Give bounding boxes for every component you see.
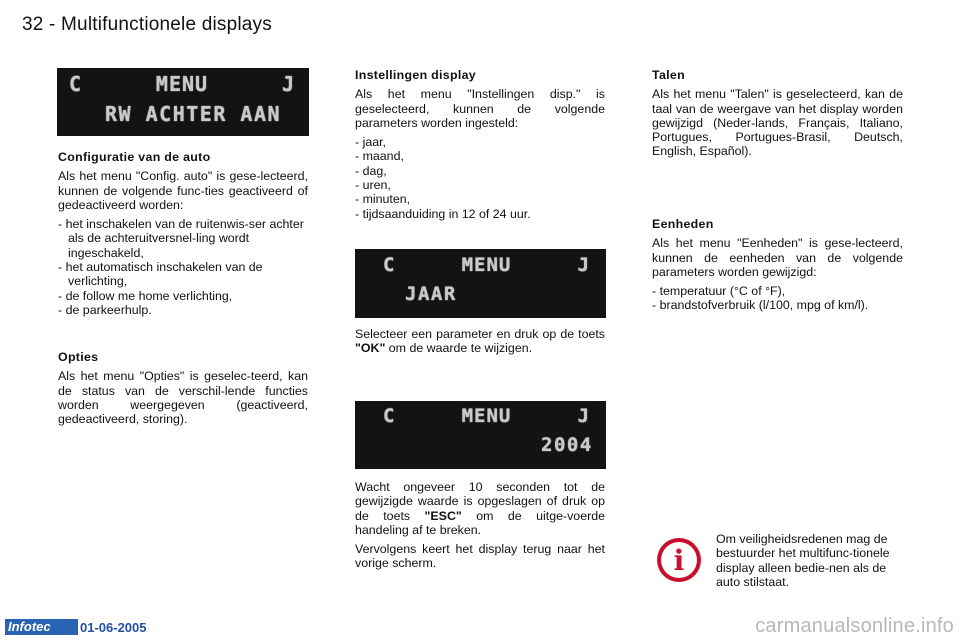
ok-key-label: "OK" [355,341,386,356]
lcd-menu-label: MENU [155,72,209,96]
text-run: Selecteer een parameter en druk op de toets [355,327,605,341]
lcd-display-jaar [355,249,606,318]
list-item: - brandstofverbruik (l/100, mpg of km/l). [652,298,903,312]
lcd-display-config [57,68,309,136]
wacht-text [355,480,605,537]
lcd-bracket-right: J [281,72,295,96]
lcd-bracket-left: C [383,254,396,276]
instellingen-list [355,135,605,221]
list-item: - maand, [355,149,605,163]
list-item: - de follow me home verlichting, [58,289,308,303]
info-icon-glyph: i [661,542,697,578]
lcd-line2: 2004 [541,434,593,456]
lcd-menu-label: MENU [461,405,512,427]
lcd-display-year-value [355,401,606,469]
list-item: - het automatisch inschakelen van de verlichting, [58,260,308,289]
list-item: - temperatuur (°C of °F), [652,284,903,298]
footer-date: 01-06-2005 [80,620,147,635]
opties-heading: Opties [58,350,99,364]
section-instellingen [355,68,605,221]
section-safety [716,532,904,594]
config-intro: Als het menu "Config. auto" is gese-lecteerd, kunnen de volgende func-ties geactiveerd of gedeactiveerd worden: [58,169,308,212]
talen-text: Als het menu "Talen" is geselecteerd, kan de taal van de weergave van het display worden gewijzigd (Neder-lands, Français, Italiano, Portugues, Portugues-Brasil, Deutsch, English, Español). [652,87,903,159]
section-config [58,150,308,317]
watermark-site: carmanualsonline.info [755,615,954,637]
lcd-bracket-right: J [577,254,590,276]
info-icon [657,538,701,582]
esc-key-label: "ESC" [424,508,462,523]
text-run: Wacht ongeveer 10 seconden tot de gewijzigde waarde is opgeslagen of druk op de toets [355,480,605,523]
lcd-line2: JAAR [405,283,457,305]
list-item: - jaar, [355,135,605,149]
section-talen [652,68,903,164]
infotec-logo: Infotec [5,619,78,635]
text-run: om de waarde te wijzigen. [385,341,533,356]
list-item: - het inschakelen van de ruitenwis-ser achter als de achteruitversnel-ling wordt ingeschakeld, [58,217,308,260]
section-opties [58,350,308,431]
opties-text: Als het menu "Opties" is geselec-teerd, kan de status van de verschil-lende functies worden weergegeven (geactiveerd, gedeactiveerd, storing). [58,369,308,427]
list-item: - dag, [355,164,605,178]
eenheden-intro: Als het menu "Eenheden" is gese-lecteerd, kunnen de eenheden van de volgende parameters worden gewijzigd: [652,236,903,279]
lcd-menu-label: MENU [461,254,512,276]
lcd-bracket-right: J [577,405,590,427]
lcd-bracket-left: C [69,72,83,96]
wacht-text-2: Vervolgens keert het display terug naar het vorige scherm. [355,542,605,571]
lcd-line2: RW ACHTER AAN [105,102,282,126]
talen-heading: Talen [652,68,685,82]
eenheden-heading: Eenheden [652,217,714,231]
page-title: 32 - Multifunctionele displays [22,14,272,35]
text-run: om de uitge-voerde handeling af te breken. [355,508,606,537]
section-wacht [355,480,605,576]
selecteer-text [355,327,605,356]
lcd-bracket-left: C [383,405,396,427]
instellingen-heading: Instellingen display [355,68,476,82]
eenheden-list [652,284,903,313]
list-item: - minuten, [355,192,605,206]
list-item: - tijdsaanduiding in 12 of 24 uur. [355,207,605,221]
instellingen-intro: Als het menu "Instellingen disp." is geselecteerd, kunnen de volgende parameters worden ingesteld: [355,87,605,130]
config-heading: Configuratie van de auto [58,150,211,164]
section-eenheden [652,217,903,313]
section-selecteer [355,327,605,361]
safety-text: Om veiligheidsredenen mag de bestuurder het multifunc-tionele display alleen bedie-nen als de auto stilstaat. [716,532,890,589]
config-list [58,217,308,317]
list-item: - de parkeerhulp. [58,303,308,317]
list-item: - uren, [355,178,605,192]
